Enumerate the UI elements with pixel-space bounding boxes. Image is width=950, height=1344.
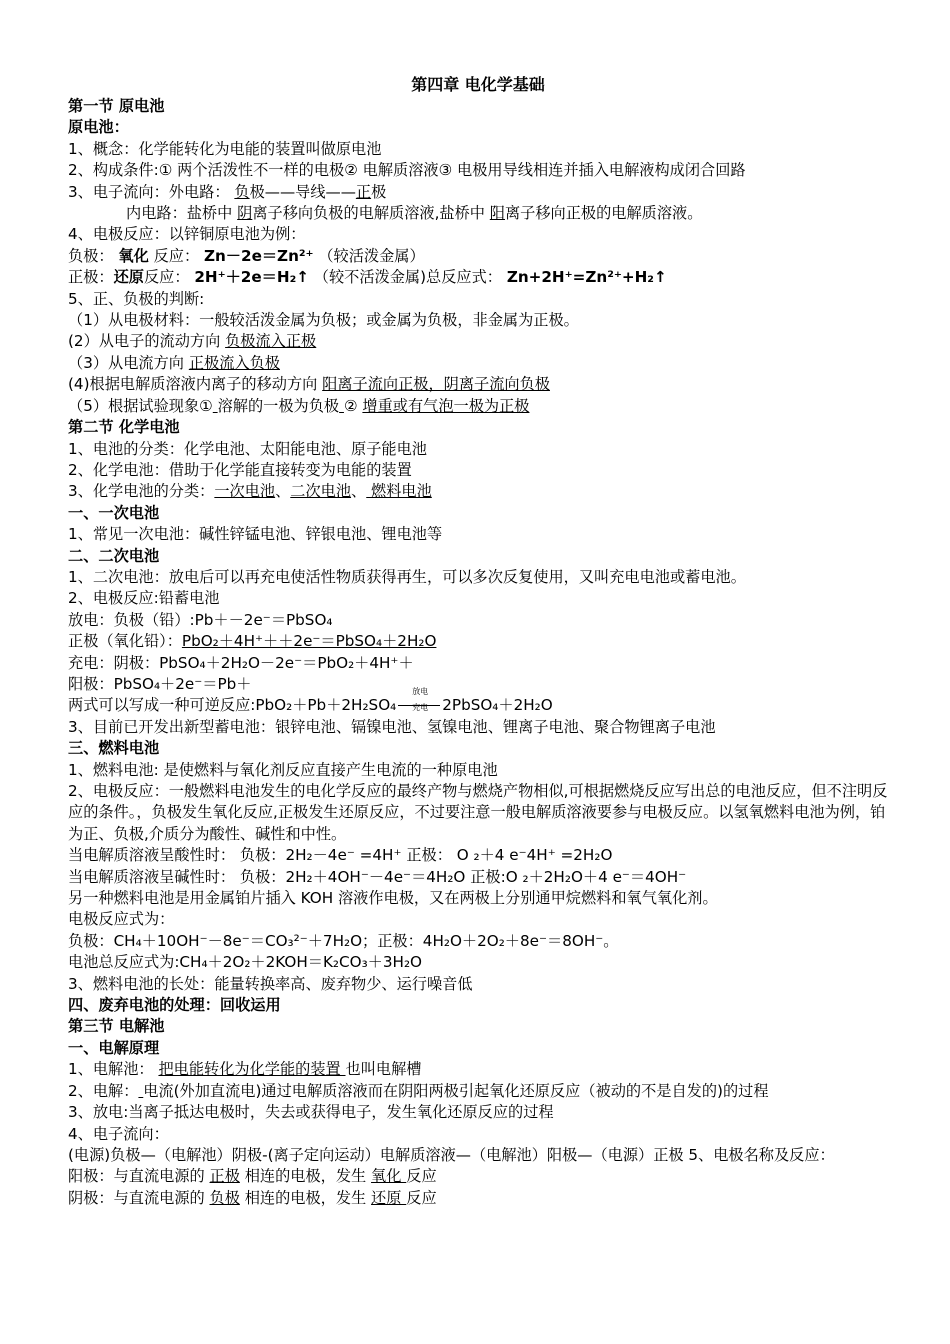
text-line [68, 374, 888, 395]
text-line: 当电解质溶液呈酸性时： 负极：2H₂－4e⁻ =4H⁺ 正极： O ₂＋4 e⁻4H⁺ =2H₂O [68, 846, 613, 865]
text-segment: ② [343, 396, 363, 415]
text-segment: 正极： [68, 268, 114, 287]
section-heading: 原电池： [68, 118, 129, 137]
text-line: 负极：CH₄＋10OH⁻－8e⁻＝CO₃²⁻＋7H₂O；正极：4H₂O＋2O₂＋8e⁻＝8OH⁻。 [68, 931, 619, 950]
text-line: 2、电极反应:铅蓄电池 [68, 589, 220, 608]
underlined-answer: 负极 [209, 1188, 240, 1207]
text-segment: (2）从电子的流动方向 [68, 332, 226, 351]
text-line: 4、电极反应：以锌铜原电池为例： [68, 225, 306, 244]
text-line: 4、电子流向： [68, 1124, 169, 1143]
text-segment: 阳极：与直流电源的 [68, 1167, 210, 1186]
text-line: 5、正、负极的判断: [68, 289, 205, 308]
text-line: 3、目前已开发出新型蓄电池：银锌电池、镉镍电池、氢镍电池、锂离子电池、聚合物锂离子电池 [68, 717, 716, 736]
text-segment: 负极： [68, 246, 119, 265]
underlined-answer: 二次电池 [290, 482, 352, 501]
text-line [68, 246, 888, 267]
text-line [68, 353, 888, 374]
section-heading: 一、一次电池 [68, 503, 160, 522]
text-segment: 、 [275, 482, 291, 501]
text-segment: 反应 [406, 1188, 437, 1207]
text-line: 阳极：PbSO₄＋2e⁻＝Pb＋ [68, 674, 252, 693]
text-line: 电极反应式为： [68, 910, 175, 929]
underlined-answer: 氧化 [371, 1167, 407, 1186]
text-segment: 反应： [148, 246, 204, 265]
document-body [68, 96, 888, 1209]
underlined-answer: 阳离子流向正极，阴离子流向负极 [322, 375, 550, 394]
underlined-answer: 阴 [237, 204, 253, 223]
arrow-label-top: 放电 [412, 687, 429, 697]
text-segment: 反应 [406, 1167, 437, 1186]
section-heading: 四、废弃电池的处理：回收运用 [68, 996, 281, 1015]
text-segment: 溶解的一极为负极 [217, 396, 340, 415]
arrow-label-bottom: 充电 [412, 703, 429, 713]
underlined-answer: 燃料电池 [366, 482, 432, 501]
section-heading: 一、电解原理 [68, 1038, 160, 1057]
text-line [68, 631, 888, 652]
equation-right: 2PbSO₄＋2H₂O [442, 696, 553, 715]
text-segment: 电流(外加直流电)通过电解质溶液而在阴阳两极引起氧化还原反应（被动的不是自发的)的过程 [143, 1081, 769, 1100]
section-heading: 第三节 电解池 [68, 1017, 165, 1036]
text-segment: 氧化 [118, 246, 149, 265]
underlined-answer: 正极流入负极 [188, 353, 280, 372]
text-line: 3、燃料电池的长处：能量转换率高、废弃物少、运行噪音低 [68, 974, 473, 993]
reversible-arrow [396, 687, 442, 716]
text-line: 1、燃料电池: 是使燃料与氧化剂反应直接产生电流的一种原电池 [68, 760, 498, 779]
chapter-title: 第四章 电化学基础 [411, 75, 545, 94]
underlined-answer: PbO₂＋4H⁺＋＋2e⁻＝PbSO₄＋2H₂O [181, 632, 437, 651]
text-segment: 还原 [113, 268, 144, 287]
text-segment: （3）从电流方向 [68, 353, 189, 372]
text-line: （1）从电极材料：一般较活泼金属为负极；或金属为负极，非金属为正极。 [68, 311, 579, 330]
text-line [68, 1059, 888, 1080]
text-segment: Zn+2H⁺=Zn²⁺+H₂↑ [506, 268, 667, 287]
underlined-answer: 负 [234, 182, 250, 201]
text-line [68, 1166, 888, 1187]
text-line: 2、构成条件:① 两个活泼性不一样的电极② 电解质溶液③ 电极用导线相连并插入电解液构成闭合回路 [68, 161, 746, 180]
text-line: 1、常见一次电池：碱性锌锰电池、锌银电池、锂电池等 [68, 525, 443, 544]
underlined-answer: 正 [355, 182, 372, 201]
text-line: 当电解质溶液呈碱性时： 负极：2H₂＋4OH⁻－4e⁻＝4H₂O 正极:O ₂＋2H₂O＋4 e⁻＝4OH⁻ [68, 867, 687, 886]
text-segment: 阴极：与直流电源的 [68, 1188, 210, 1207]
text-segment: 2、电解： [68, 1081, 139, 1100]
text-line: 2、化学电池：借助于化学能直接转变为电能的装置 [68, 460, 412, 479]
text-segment: 相连的电极，发生 [239, 1167, 372, 1186]
text-segment: 离子移向负极的电解质溶液,盐桥中 [252, 204, 490, 223]
text-line: 充电：阴极：PbSO₄＋2H₂O－2e⁻＝PbO₂＋4H⁺＋ [68, 653, 414, 672]
text-line [68, 396, 888, 417]
text-line: 电池总反应式为:CH₄＋2O₂＋2KOH＝K₂CO₃＋3H₂O [68, 953, 422, 972]
text-segment: 反应： [143, 268, 195, 287]
text-line [68, 203, 888, 224]
text-segment: （较活泼金属） [313, 246, 425, 265]
text-segment: 离子移向正极的电解质溶液。 [504, 204, 703, 223]
text-segment: （5）根据试验现象① [68, 396, 213, 415]
text-segment: 内电路：盐桥中 [126, 204, 238, 223]
text-segment: 也叫电解槽 [345, 1060, 422, 1079]
text-segment: 1、电解池： [68, 1060, 159, 1079]
text-segment: 正极（氧化铅）： [68, 632, 182, 651]
document-page [68, 74, 888, 1209]
text-line: 2、电极反应：一般燃料电池发生的电化学反应的最终产物与燃烧产物相似,可根据燃烧反应写出总的电池反应，但不注明反应的条件。，负极发生氧化反应,正极发生还原反应，不过要注意一般电解质溶液要参与电极反应。以氢氧燃料电池为例，铂为正、负极,介质分为酸性、碱性和中性。 [68, 782, 888, 843]
section-heading: 三、燃料电池 [68, 739, 160, 758]
underlined-answer: 增重或有气泡一极为正极 [362, 396, 530, 415]
text-line [68, 687, 888, 716]
section-heading: 第二节 化学电池 [68, 418, 180, 437]
text-segment: 3、化学电池的分类： [68, 482, 215, 501]
text-line: 放电：负极（铅）:Pb＋－2e⁻＝PbSO₄ [68, 610, 333, 629]
underlined-answer: 把电能转化为化学能的装置 [158, 1060, 346, 1079]
underlined-answer: 一次电池 [214, 482, 276, 501]
text-line [68, 481, 888, 502]
text-segment: 、 [351, 482, 367, 501]
text-segment: (4)根据电解质溶液内离子的移动方向 [68, 375, 323, 394]
text-line: (电源)负极—（电解池）阴极-(离子定向运动）电解质溶液—（电解池）阳极—（电源）正极 5、电极名称及反应： [68, 1145, 835, 1164]
text-segment: Zn－2e＝Zn²⁺ [203, 246, 314, 265]
text-line [68, 331, 888, 352]
text-line [68, 1081, 888, 1102]
text-segment: 2H⁺＋2e＝H₂↑ [194, 268, 309, 287]
section-heading: 第一节 原电池 [68, 97, 165, 115]
text-segment: 极 [371, 182, 387, 201]
text-segment: 3、电子流向：外电路： [68, 182, 235, 201]
underlined-answer: 正极 [209, 1167, 240, 1186]
section-heading: 二、二次电池 [68, 546, 160, 565]
underlined-answer: 负极流入正极 [225, 332, 317, 351]
text-segment: 极——导线—— [249, 182, 356, 201]
text-line: 3、放电:当离子抵达电极时，失去或获得电子，发生氧化还原反应的过程 [68, 1103, 554, 1122]
text-line: 1、二次电池：放电后可以再充电使活性物质获得再生，可以多次反复使用，又叫充电电池或蓄电池。 [68, 567, 746, 586]
text-line: 1、电池的分类：化学电池、太阳能电池、原子能电池 [68, 439, 427, 458]
text-line: 另一种燃料电池是用金属铂片插入 KOH 溶液作电极，又在两极上分别通甲烷燃料和氧气氧化剂。 [68, 889, 718, 908]
text-line [68, 182, 888, 203]
text-segment: （较不活泼金属)总反应式： [308, 268, 507, 287]
equation-left: 两式可以写成一种可逆反应:PbO₂＋Pb＋2H₂SO₄ [68, 696, 397, 715]
underlined-answer: 还原 [371, 1188, 407, 1207]
text-segment: 相连的电极，发生 [239, 1188, 372, 1207]
text-line [68, 1188, 888, 1209]
underlined-answer: 阳 [489, 204, 505, 223]
text-line [68, 267, 888, 288]
text-line: 1、概念：化学能转化为电能的装置叫做原电池 [68, 139, 382, 158]
